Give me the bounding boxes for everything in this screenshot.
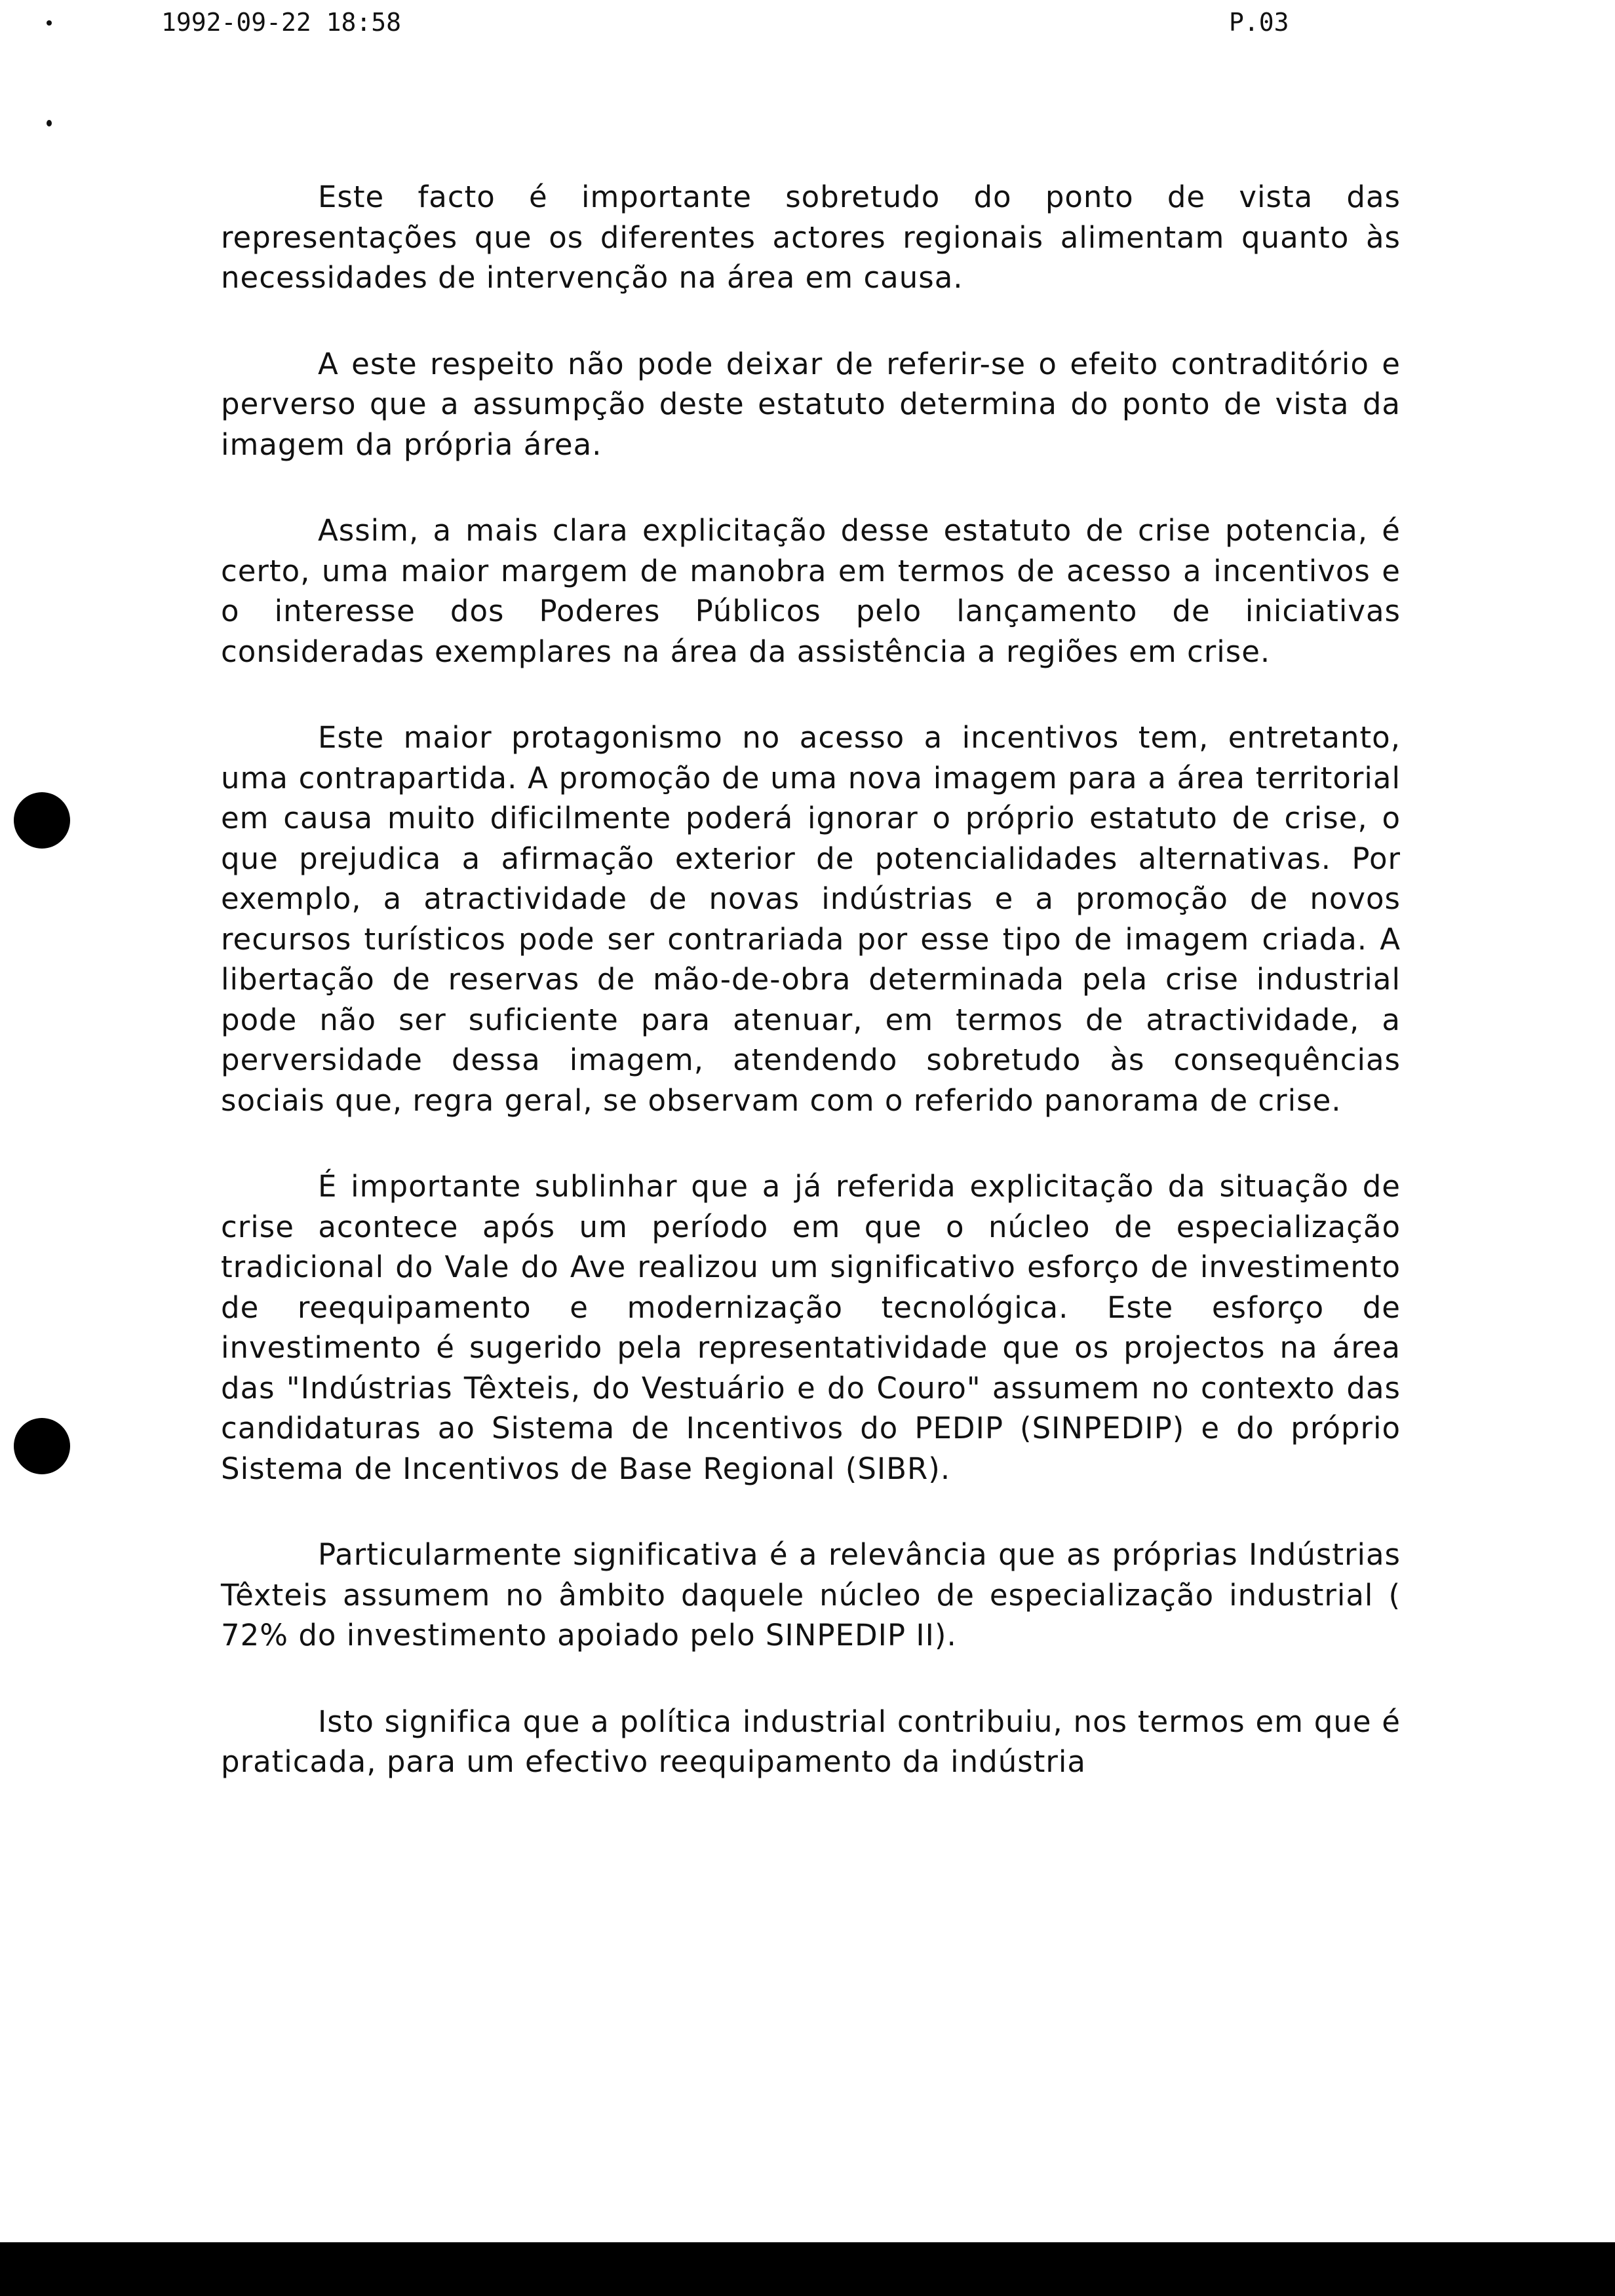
paragraph: Este facto é importante sobretudo do ponto de vista das representações que os diferentes actores regionais alimentam quanto às necessidades de intervenção na área em causa.: [221, 180, 1401, 295]
document-body: [221, 177, 1401, 1828]
paragraph: Isto significa que a política industrial contribuiu, nos termos em que é praticada, para um efectivo reequipamento da indústria: [221, 1704, 1401, 1779]
paragraph: Assim, a mais clara explicitação desse estatuto de crise potencia, é certo, uma maior margem de manobra em termos de acesso a incentivos e o interesse dos Poderes Públicos pelo lançamento de iniciativas consideradas exemplares na área da assistência a regiões em crise.: [221, 513, 1401, 669]
fax-timestamp: 1992-09-22 18:58: [161, 8, 402, 37]
fax-header: [0, 4, 1615, 43]
scan-border-bottom: [0, 2242, 1615, 2296]
scan-speck: [47, 120, 52, 126]
punch-hole: [14, 1418, 70, 1474]
paragraph: Este maior protagonismo no acesso a incentivos tem, entretanto, uma contrapartida. A promoção de uma nova imagem para a área territorial em causa muito dificilmente poderá ignorar o próprio estatuto de crise, o que prejudica a afirmação exterior de potencialidades alternativas. Por exemplo, a atractividade de novas indústrias e a promoção de novos recursos turísticos pode ser contrariada por esse tipo de imagem criada. A libertação de reservas de mão-de-obra determinada pela crise industrial pode não ser suficiente para atenuar, em termos de atractividade, a perversidade dessa imagem, atendendo sobretudo às consequências sociais que, regra geral, se observam com o referido panorama de crise.: [221, 720, 1401, 1118]
paragraph: A este respeito não pode deixar de referir-se o efeito contraditório e perverso que a assumpção deste estatuto determina do ponto de vista da imagem da própria área.: [221, 346, 1401, 462]
scan-speck: [47, 20, 52, 26]
paragraph: Particularmente significativa é a relevância que as próprias Indústrias Têxteis assumem no âmbito daquele núcleo de especialização industrial ( 72% do investimento apoiado pelo SINPEDIP II).: [221, 1537, 1401, 1653]
punch-hole: [14, 792, 70, 849]
fax-page-number: P.03: [1229, 8, 1289, 37]
paragraph: É importante sublinhar que a já referida explicitação da situação de crise acontece após um período em que o núcleo de especialização tradicional do Vale do Ave realizou um significativo esforço de investimento de reequipamento e modernização tecnológica. Este esforço de investimento é sugerido pela representatividade que os projectos na área das "Indústrias Têxteis, do Vestuário e do Couro" assumem no contexto das candidaturas ao Sistema de Incentivos do PEDIP (SINPEDIP) e do próprio Sistema de Incentivos de Base Regional (SIBR).: [221, 1169, 1401, 1486]
